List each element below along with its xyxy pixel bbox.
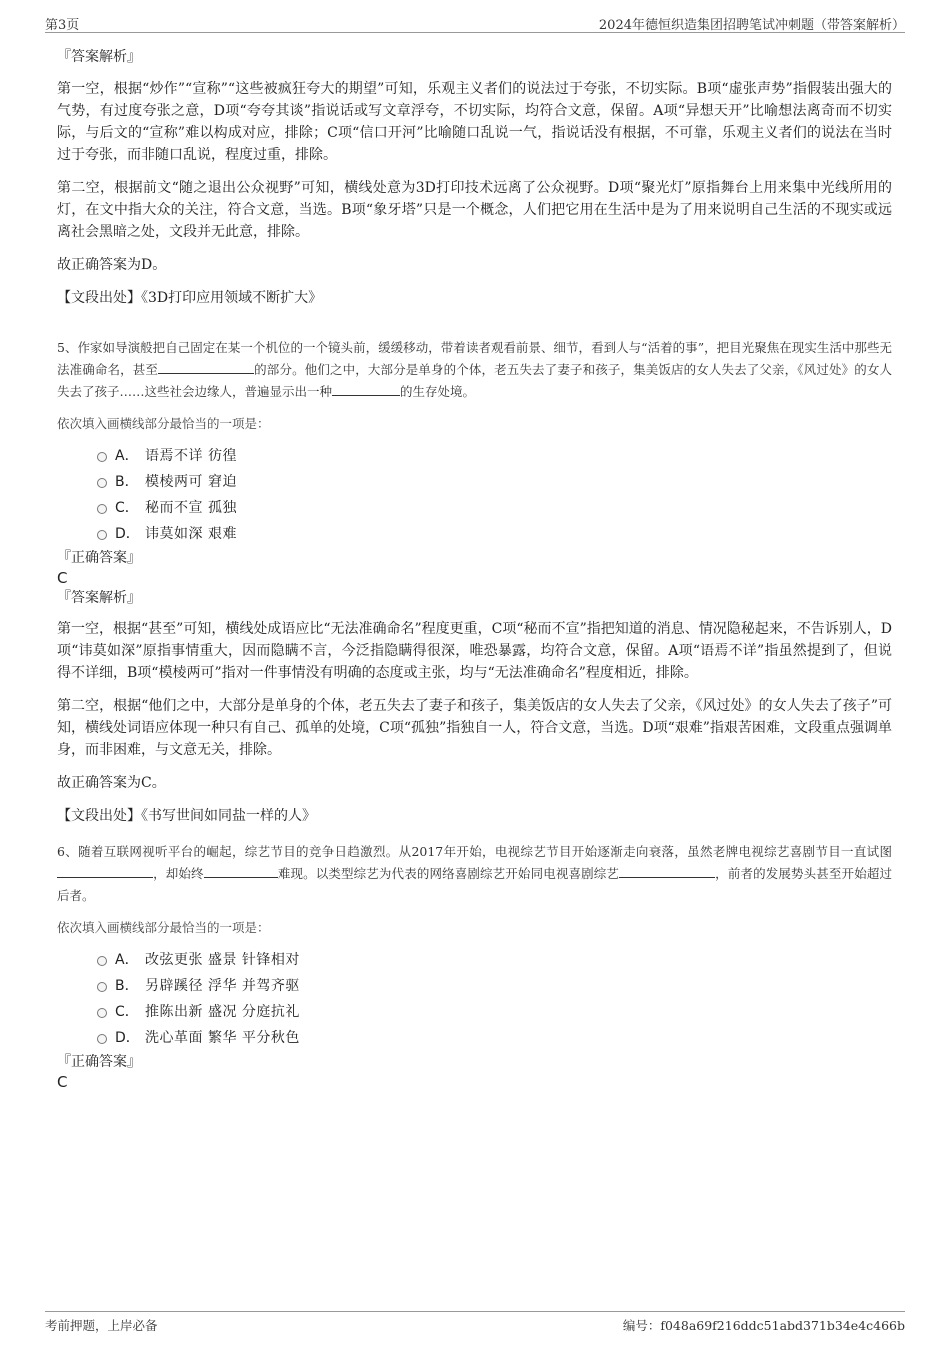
- blank-line: [57, 864, 153, 878]
- option-list: [97, 947, 892, 1051]
- document-title: 2024年德恒织造集团招聘笔试冲刺题（带答案解析）: [598, 18, 905, 33]
- question-instruction: 依次填入画横线部分最恰当的一项是：: [57, 416, 270, 431]
- correct-answer: C: [57, 569, 68, 587]
- option-a[interactable]: A． 改弦更张 盛景 针锋相对: [97, 947, 892, 973]
- question-instruction: 依次填入画横线部分最恰当的一项是：: [57, 920, 270, 935]
- radio-icon[interactable]: [97, 1034, 107, 1044]
- blank-line: [619, 864, 715, 878]
- analysis-label: 『答案解析』: [57, 590, 141, 606]
- source-citation: 【文段出处】《书写世间如同盐一样的人》: [57, 808, 316, 824]
- option-d[interactable]: D． 洗心革面 繁华 平分秋色: [97, 1025, 892, 1051]
- radio-icon[interactable]: [97, 478, 107, 488]
- page-header: [45, 14, 905, 33]
- radio-icon[interactable]: [97, 530, 107, 540]
- radio-icon[interactable]: [97, 1008, 107, 1018]
- radio-icon[interactable]: [97, 504, 107, 514]
- footer-slogan: 考前押题，上岸必备: [45, 1318, 158, 1333]
- source-citation: 【文段出处】《3D打印应用领域不断扩大》: [57, 290, 323, 306]
- correct-answer: C: [57, 1073, 68, 1091]
- document-body: [57, 46, 892, 1091]
- correct-answer-label: 『正确答案』: [57, 1054, 141, 1070]
- question-6-text: 6、随着互联网视听平台的崛起，综艺节目的竞争日趋激烈。从2017年开始，电视综艺节目开始逐渐走向衰落，虽然老牌电视综艺喜剧节目一直试图，却始终 难现。以类型综艺为代表的网络喜剧综艺开始同电视喜剧综艺 ，前者的发展势头甚至开始超过后者。: [57, 844, 892, 903]
- analysis-label: 『答案解析』: [57, 49, 141, 65]
- page-number: 第3页: [45, 18, 80, 33]
- option-list: [97, 443, 892, 547]
- radio-icon[interactable]: [97, 956, 107, 966]
- document-id: 编号：f048a69f216ddc51abd371b34e4c466b: [622, 1318, 905, 1333]
- page-footer: [45, 1311, 905, 1337]
- analysis-conclusion: 故正确答案为D。: [57, 257, 167, 273]
- option-b[interactable]: B． 模棱两可 窘迫: [97, 469, 892, 495]
- question-5-text: 5、作家如导演般把自己固定在某一个机位的一个镜头前，缓缓移动，带着读者观看前景、细节，看到人与“活着的事”，把目光聚焦在现实生活中那些无法准确命名，甚至 的部分。他们之中，大部分是单身的个体，老五失去了妻子和孩子，集美饭店的女人失去了父亲，《风过处》的女人失去了孩子……这些社会边缘人，普遍显示出一种 的生存处境。: [57, 340, 892, 399]
- radio-icon[interactable]: [97, 982, 107, 992]
- option-b[interactable]: B． 另辟蹊径 浮华 并驾齐驱: [97, 973, 892, 999]
- analysis-paragraph: 第二空，根据“他们之中，大部分是单身的个体，老五失去了妻子和孩子，集美饭店的女人失去了父亲，《风过处》的女人失去了孩子”可知，横线处词语应体现一种只有自己、孤单的处境，C项“孤独”指独自一人，符合文意，当选。D项“艰难”指艰苦困难，文段重点强调单身，而非困难，与文意无关，排除。: [57, 698, 892, 758]
- option-c[interactable]: C． 秘而不宣 孤独: [97, 495, 892, 521]
- option-d[interactable]: D． 讳莫如深 艰难: [97, 521, 892, 547]
- blank-line: [204, 864, 278, 878]
- correct-answer-label: 『正确答案』: [57, 550, 141, 566]
- blank-line: [158, 360, 254, 374]
- analysis-paragraph: 第一空，根据“甚至”可知，横线处成语应比“无法准确命名”程度更重，C项“秘而不宣”指把知道的消息、情况隐秘起来，不告诉别人，D项“讳莫如深”原指事情重大，因而隐瞒不言，今泛指隐瞒得很深，唯恐暴露，均符合文意，保留。A项“语焉不详”指虽然提到了，但说得不详细，B项“模棱两可”指对一件事情没有明确的态度或主张，均与“无法准确命名”程度相近，排除。: [57, 621, 892, 681]
- radio-icon[interactable]: [97, 452, 107, 462]
- analysis-conclusion: 故正确答案为C。: [57, 775, 166, 791]
- analysis-paragraph: 第二空，根据前文“随之退出公众视野”可知，横线处意为3D打印技术远离了公众视野。D项“聚光灯”原指舞台上用来集中光线所用的灯，在文中指大众的关注，符合文意，当选。B项“象牙塔”只是一个概念，人们把它用在生活中是为了用来说明自己生活的不现实或远离社会黑暗之处，文段并无此意，排除。: [57, 180, 892, 240]
- option-c[interactable]: C． 推陈出新 盛况 分庭抗礼: [97, 999, 892, 1025]
- option-a[interactable]: A． 语焉不详 彷徨: [97, 443, 892, 469]
- blank-line: [332, 382, 400, 396]
- analysis-paragraph: 第一空，根据“炒作”“宣称”“这些被疯狂夸大的期望”可知，乐观主义者们的说法过于夸张，不切实际。B项“虚张声势”指假装出强大的气势，有过度夸张之意，D项“夸夸其谈”指说话或写文章浮夸，不切实际，均符合文意，保留。A项“异想天开”比喻想法离奇而不切实际，与后文的“宣称”难以构成对应，排除；C项“信口开河”比喻随口乱说一气，指说话没有根据，不可靠，乐观主义者们的说法在当时过于夸张，而非随口乱说，程度过重，排除。: [57, 81, 892, 163]
